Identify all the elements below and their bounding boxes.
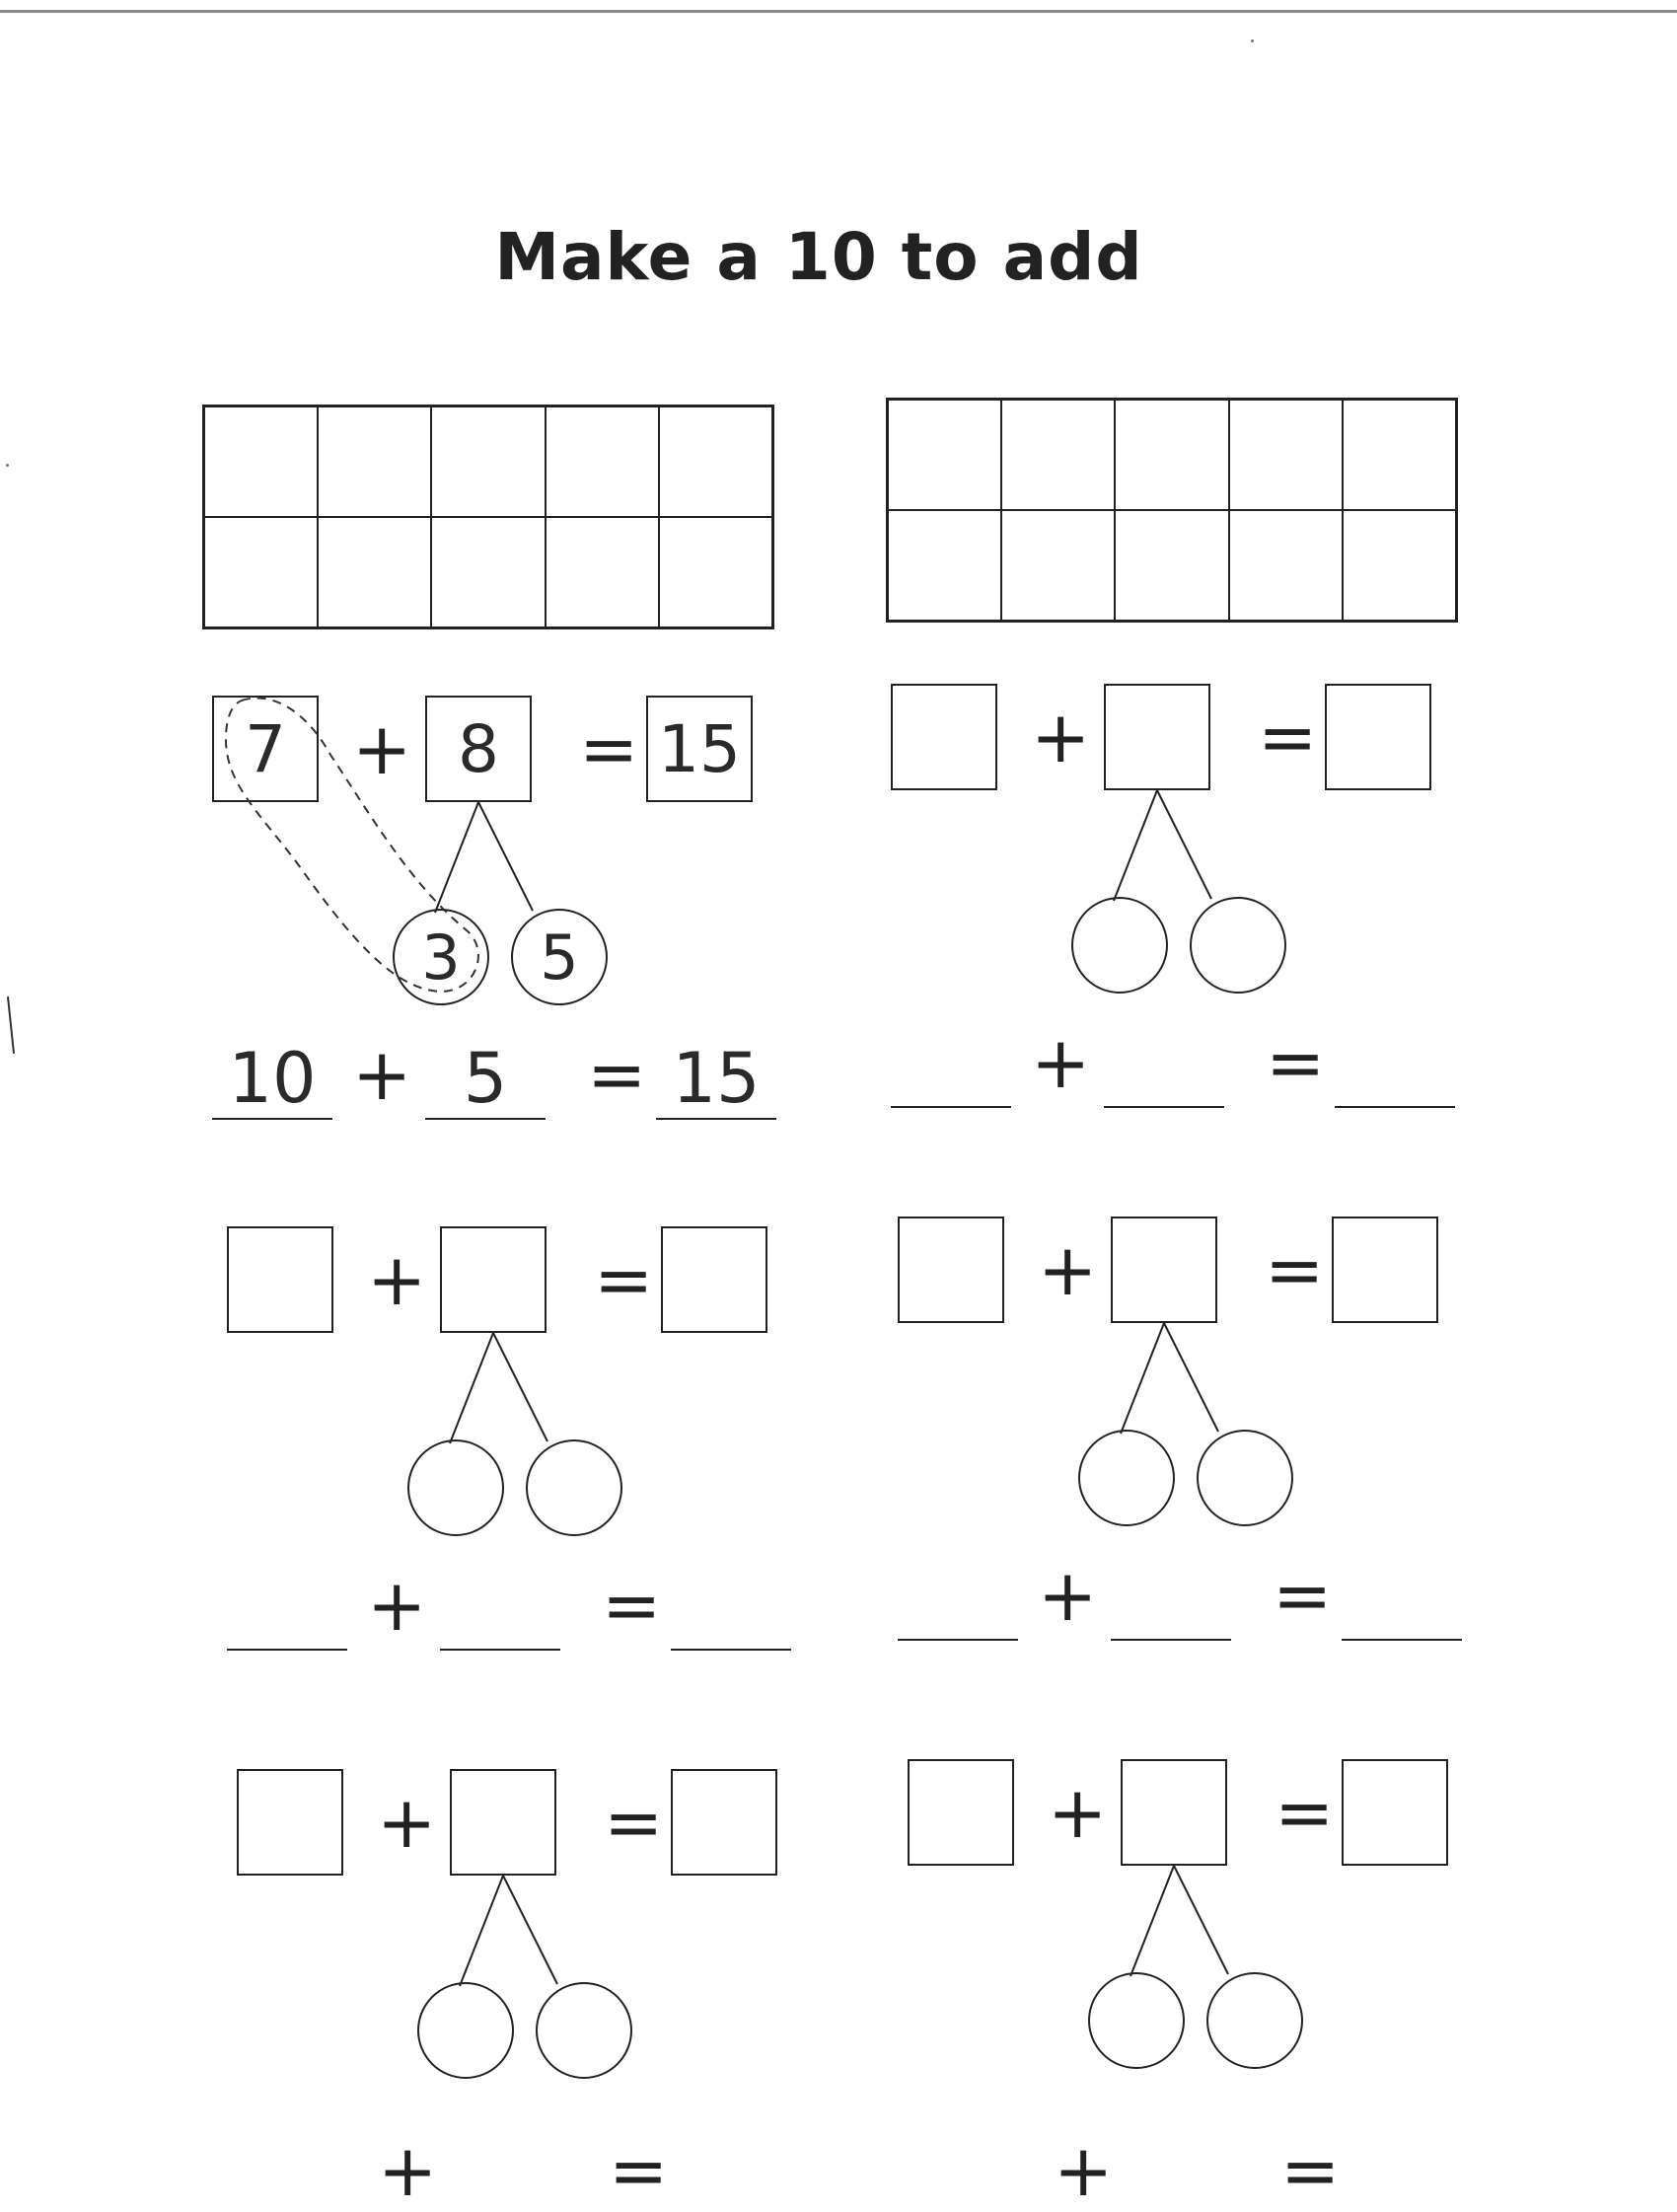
scan-speck bbox=[1251, 39, 1254, 42]
worksheet-title: Make a 10 to add bbox=[494, 219, 1143, 295]
part1-circle[interactable] bbox=[1078, 1430, 1175, 1526]
part2-circle[interactable] bbox=[1190, 897, 1286, 994]
equals-sign: = bbox=[1273, 1554, 1333, 1637]
scan-speck bbox=[6, 464, 9, 467]
example-problem bbox=[212, 696, 765, 1120]
ten-frame-cell[interactable] bbox=[318, 517, 431, 627]
ten-frame-cell[interactable] bbox=[318, 406, 431, 517]
scan-edge-line bbox=[0, 10, 1677, 13]
part2-circle[interactable] bbox=[1197, 1430, 1293, 1526]
plus-sign: + bbox=[1038, 1228, 1098, 1311]
ten-frame-cell[interactable] bbox=[546, 406, 659, 517]
practice-problem-5 bbox=[908, 1759, 1460, 2212]
part1-circle[interactable] bbox=[1088, 1972, 1185, 2069]
answer-row bbox=[898, 1554, 1450, 1641]
ten-frame-cell[interactable] bbox=[659, 406, 772, 517]
answer-blank-sum[interactable] bbox=[1342, 1560, 1462, 1641]
plus-sign: + bbox=[1054, 2129, 1114, 2212]
ten-frame-cell[interactable] bbox=[1229, 510, 1343, 621]
answer-blank-rest[interactable] bbox=[1111, 1560, 1231, 1641]
example-addend1-box: 7 bbox=[212, 696, 319, 802]
plus-sign: + bbox=[377, 1781, 437, 1864]
equals-sign: = bbox=[1258, 696, 1318, 778]
equals-sign: = bbox=[609, 2129, 669, 2212]
equals-sign: = bbox=[604, 1781, 664, 1864]
plus-sign: + bbox=[378, 2129, 438, 2212]
ten-frame-cell[interactable] bbox=[204, 406, 318, 517]
answer-row bbox=[891, 1021, 1443, 1108]
example-answer-row bbox=[212, 1033, 765, 1120]
ten-frame-cell[interactable] bbox=[1115, 400, 1228, 510]
ten-frame-cell[interactable] bbox=[1001, 400, 1115, 510]
equals-sign: = bbox=[579, 707, 639, 790]
plus-sign: + bbox=[352, 707, 412, 790]
ten-frame-cell[interactable] bbox=[1343, 400, 1456, 510]
ten-frame-cell[interactable] bbox=[546, 517, 659, 627]
example-part1-circle: 3 bbox=[393, 909, 489, 1005]
equals-sign: = bbox=[587, 1033, 647, 1116]
practice-problem-3 bbox=[898, 1217, 1450, 1641]
equals-sign: = bbox=[602, 1564, 662, 1647]
plus-sign: + bbox=[1048, 1771, 1108, 1854]
answer-blank-rest[interactable] bbox=[1104, 1027, 1224, 1108]
practice-problem-2 bbox=[227, 1226, 779, 1651]
answer-row bbox=[227, 1564, 779, 1651]
ten-frame-cell[interactable] bbox=[431, 517, 545, 627]
plus-sign: + bbox=[367, 1564, 427, 1647]
example-part2-circle: 5 bbox=[511, 909, 608, 1005]
ten-frame-cell[interactable] bbox=[431, 406, 545, 517]
part2-circle[interactable] bbox=[536, 1982, 632, 2079]
answer-blank-rest[interactable] bbox=[440, 1570, 560, 1651]
part1-circle[interactable] bbox=[417, 1982, 514, 2079]
ten-frame-cell[interactable] bbox=[659, 517, 772, 627]
ten-frame-cell[interactable] bbox=[888, 510, 1001, 621]
answer-blank-ten[interactable] bbox=[891, 1027, 1011, 1108]
practice-problem-1 bbox=[891, 684, 1443, 1108]
ten-frame-cell[interactable] bbox=[1001, 510, 1115, 621]
equals-sign: = bbox=[1280, 2129, 1341, 2212]
ten-frame-cell[interactable] bbox=[1115, 510, 1228, 621]
example-sum-box: 15 bbox=[646, 696, 753, 802]
part1-circle[interactable] bbox=[1071, 897, 1168, 994]
plus-sign: + bbox=[1031, 696, 1091, 778]
ten-frame-cell[interactable] bbox=[888, 400, 1001, 510]
equals-sign: = bbox=[1265, 1228, 1325, 1311]
answer-blank-ten[interactable] bbox=[898, 1560, 1018, 1641]
number-bond-lines bbox=[891, 684, 1443, 1009]
number-bond-lines bbox=[898, 1217, 1450, 1542]
part2-circle[interactable] bbox=[526, 1439, 622, 1536]
ten-frame-right bbox=[886, 398, 1458, 623]
number-bond-lines bbox=[237, 1769, 789, 2095]
ten-frame-left bbox=[202, 405, 774, 629]
plus-sign: + bbox=[367, 1238, 427, 1321]
margin-mark bbox=[7, 996, 15, 1054]
equals-sign: = bbox=[594, 1238, 654, 1321]
equals-sign: = bbox=[1266, 1021, 1326, 1104]
number-bond-lines bbox=[227, 1226, 779, 1552]
part1-circle[interactable] bbox=[407, 1439, 504, 1536]
number-bond-lines bbox=[908, 1759, 1460, 2085]
equals-sign: = bbox=[1275, 1771, 1335, 1854]
example-answer-sum: 15 bbox=[656, 1039, 776, 1120]
ten-frame-cell[interactable] bbox=[1229, 400, 1343, 510]
ten-frame-cell[interactable] bbox=[1343, 510, 1456, 621]
plus-sign: + bbox=[1031, 1021, 1091, 1104]
example-answer-rest: 5 bbox=[425, 1039, 546, 1120]
number-bond-lines bbox=[212, 696, 765, 1021]
example-addend2-box: 8 bbox=[425, 696, 532, 802]
practice-problem-4 bbox=[237, 1769, 789, 2212]
part2-circle[interactable] bbox=[1206, 1972, 1303, 2069]
example-answer-ten: 10 bbox=[212, 1039, 332, 1120]
plus-sign: + bbox=[1038, 1554, 1098, 1637]
answer-blank-sum[interactable] bbox=[671, 1570, 791, 1651]
ten-frame-cell[interactable] bbox=[204, 517, 318, 627]
plus-sign: + bbox=[352, 1033, 412, 1116]
answer-blank-ten[interactable] bbox=[227, 1570, 347, 1651]
answer-blank-sum[interactable] bbox=[1335, 1027, 1455, 1108]
